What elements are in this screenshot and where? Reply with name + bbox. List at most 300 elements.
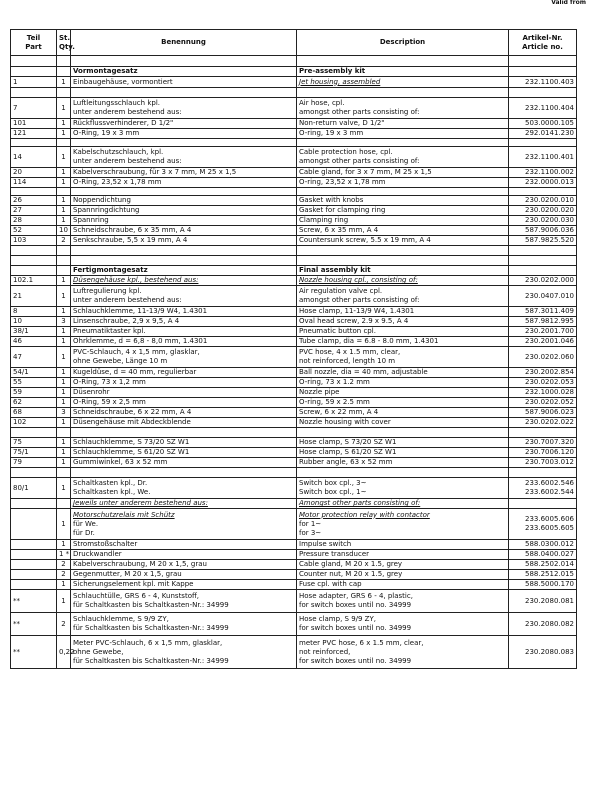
german-name-cell (71, 468, 297, 478)
part-number-cell: 62 (11, 398, 57, 408)
article-number-cell (509, 88, 577, 98)
table-row (11, 550, 577, 560)
quantity-cell (57, 188, 71, 196)
german-name-cell: Schlauchklemme, S 73/20 SZ W1 (71, 438, 297, 448)
article-number-cell: 232.1100.403 (509, 77, 577, 88)
header-description: Description (297, 30, 509, 56)
quantity-cell: 1 (57, 509, 71, 540)
german-name-cell (71, 256, 297, 266)
part-number-cell: ** (11, 636, 57, 669)
part-number-cell: 47 (11, 347, 57, 368)
part-number-cell (11, 550, 57, 560)
article-number-cell: 503.0000.105 (509, 119, 577, 129)
part-number-cell (11, 56, 57, 67)
table-row (11, 499, 577, 509)
description-cell: Screw, 6 x 35 mm, A 4 (297, 226, 509, 236)
valid-from-note: Valid from (551, 0, 586, 6)
table-row (11, 286, 577, 307)
german-name-cell: Spannring (71, 216, 297, 226)
german-name-cell: Motorschutzrelais mit Schütz für We. für Dr. (71, 509, 297, 540)
part-number-cell (11, 560, 57, 570)
description-cell: Gasket for clamping ring (297, 206, 509, 216)
quantity-cell: 1 (57, 216, 71, 226)
table-row (11, 448, 577, 458)
table-row (11, 98, 577, 119)
german-name-cell: Sicherungselement kpl. mit Kappe (71, 580, 297, 590)
table-row (11, 196, 577, 206)
table-row (11, 388, 577, 398)
german-name-cell: Stromstoßschalter (71, 540, 297, 550)
table-row (11, 428, 577, 438)
part-number-cell: 27 (11, 206, 57, 216)
quantity-cell: 2 (57, 236, 71, 246)
part-number-cell (11, 428, 57, 438)
table-row (11, 119, 577, 129)
parts-rows (11, 56, 577, 669)
quantity-cell: 1 (57, 438, 71, 448)
table-row (11, 88, 577, 98)
article-number-cell: 230.0407.010 (509, 286, 577, 307)
quantity-cell: 1 (57, 388, 71, 398)
description-cell: Tube clamp, dia = 6.8 - 8.0 mm, 1.4301 (297, 337, 509, 347)
description-cell: Cable protection hose, cpl. amongst other parts consisting of: (297, 147, 509, 168)
description-cell: Nozzle housing cpl., consisting of: (297, 276, 509, 286)
part-number-cell: 46 (11, 337, 57, 347)
table-row (11, 468, 577, 478)
part-number-cell: 59 (11, 388, 57, 398)
article-number-cell: 230.0202.000 (509, 276, 577, 286)
description-cell: O-ring, 23,52 x 1,78 mm (297, 178, 509, 188)
german-name-cell: Schneidschraube, 6 x 35 mm, A 4 (71, 226, 297, 236)
part-number-cell (11, 499, 57, 509)
description-cell: O-ring, 59 x 2.5 mm (297, 398, 509, 408)
quantity-cell (57, 428, 71, 438)
part-number-cell: 7 (11, 98, 57, 119)
description-cell: O-ring, 19 x 3 mm (297, 129, 509, 139)
quantity-cell: 1 (57, 178, 71, 188)
table-row (11, 266, 577, 276)
table-row (11, 178, 577, 188)
table-row (11, 636, 577, 669)
part-number-cell: 21 (11, 286, 57, 307)
table-row (11, 378, 577, 388)
quantity-cell (57, 56, 71, 67)
description-cell: Jet housing, assembled (297, 77, 509, 88)
article-number-cell: 230.7007.320 (509, 438, 577, 448)
quantity-cell: 1 (57, 347, 71, 368)
article-number-cell: 587.9006.023 (509, 408, 577, 418)
part-number-cell: 103 (11, 236, 57, 246)
table-row (11, 398, 577, 408)
part-number-cell: 102 (11, 418, 57, 428)
german-name-cell (71, 56, 297, 67)
article-number-cell (509, 56, 577, 67)
part-number-cell (11, 88, 57, 98)
german-name-cell: Schlauchklemme, S 61/20 SZ W1 (71, 448, 297, 458)
table-row (11, 67, 577, 77)
article-number-cell (509, 256, 577, 266)
article-number-cell (509, 188, 577, 196)
article-number-cell: 587.3011.409 (509, 307, 577, 317)
table-header (11, 30, 577, 56)
article-number-cell: 230.2080.083 (509, 636, 577, 669)
part-number-cell (11, 570, 57, 580)
description-cell: Gasket with knobs (297, 196, 509, 206)
table-row (11, 246, 577, 256)
description-cell: Pneumatic button cpl. (297, 327, 509, 337)
article-number-cell: 587.9006.036 (509, 226, 577, 236)
header-qty: St. Qty. (57, 30, 71, 56)
description-cell: Hose clamp, S 61/20 SZ W1 (297, 448, 509, 458)
article-number-cell: 230.0202.052 (509, 398, 577, 408)
quantity-cell: 1 (57, 168, 71, 178)
article-number-cell (509, 499, 577, 509)
description-cell: Hose clamp, S 9/9 ZY, for switch boxes until no. 34999 (297, 613, 509, 636)
quantity-cell: 1 (57, 286, 71, 307)
article-number-cell: 588.0400.027 (509, 550, 577, 560)
quantity-cell: 1 (57, 478, 71, 499)
article-number-cell: 230.0202.022 (509, 418, 577, 428)
description-cell: Ball nozzle, dia = 40 mm, adjustable (297, 368, 509, 378)
header-part: Teil Part (11, 30, 57, 56)
article-number-cell: 233.6005.606 233.6005.605 (509, 509, 577, 540)
part-number-cell: 10 (11, 317, 57, 327)
description-cell: Pressure transducer (297, 550, 509, 560)
quantity-cell: 1 (57, 98, 71, 119)
part-number-cell (11, 540, 57, 550)
german-name-cell: Düsengehäuse mit Abdeckblende (71, 418, 297, 428)
part-number-cell: 26 (11, 196, 57, 206)
german-name-cell: Jeweils unter anderem bestehend aus: (71, 499, 297, 509)
table-row (11, 226, 577, 236)
quantity-cell: 1 * (57, 550, 71, 560)
german-name-cell (71, 428, 297, 438)
part-number-cell (11, 139, 57, 147)
table-row (11, 77, 577, 88)
article-number-cell (509, 246, 577, 256)
quantity-cell: 0,22 (57, 636, 71, 669)
quantity-cell (57, 499, 71, 509)
table-row (11, 327, 577, 337)
german-name-cell: Kabelverschraubung, M 20 x 1,5, grau (71, 560, 297, 570)
table-row (11, 590, 577, 613)
german-name-cell (71, 88, 297, 98)
description-cell: Final assembly kit (297, 266, 509, 276)
table-row (11, 276, 577, 286)
part-number-cell (11, 246, 57, 256)
article-number-cell: 230.0200.010 (509, 196, 577, 206)
quantity-cell (57, 266, 71, 276)
part-number-cell: 52 (11, 226, 57, 236)
part-number-cell: 28 (11, 216, 57, 226)
table-row (11, 216, 577, 226)
german-name-cell: Kabelverschraubung, für 3 x 7 mm, M 25 x 1,5 (71, 168, 297, 178)
article-number-cell: 230.0202.053 (509, 378, 577, 388)
description-cell: Non-return valve, D 1/2" (297, 119, 509, 129)
header-benennung: Benennung (71, 30, 297, 56)
german-name-cell: Linsenschraube, 2,9 x 9,5, A 4 (71, 317, 297, 327)
german-name-cell: Pneumatiktaster kpl. (71, 327, 297, 337)
article-number-cell: 230.0200.020 (509, 206, 577, 216)
article-number-cell: 232.1000.028 (509, 388, 577, 398)
article-number-cell: 230.2080.081 (509, 590, 577, 613)
quantity-cell: 1 (57, 307, 71, 317)
spare-parts-table (10, 29, 577, 669)
part-number-cell: 38/1 (11, 327, 57, 337)
german-name-cell: Schaltkasten kpl., Dr. Schaltkasten kpl., We. (71, 478, 297, 499)
article-number-cell: 230.0200.030 (509, 216, 577, 226)
german-name-cell: O-Ring, 59 x 2,5 mm (71, 398, 297, 408)
quantity-cell: 1 (57, 147, 71, 168)
part-number-cell: 8 (11, 307, 57, 317)
description-cell (297, 56, 509, 67)
description-cell: Counter nut, M 20 x 1.5, grey (297, 570, 509, 580)
description-cell (297, 428, 509, 438)
table-row (11, 509, 577, 540)
quantity-cell: 1 (57, 458, 71, 468)
article-number-cell: 230.2001.046 (509, 337, 577, 347)
part-number-cell (11, 266, 57, 276)
german-name-cell: Kugeldüse, d = 40 mm, regulierbar (71, 368, 297, 378)
german-name-cell: Einbaugehäuse, vormontiert (71, 77, 297, 88)
quantity-cell: 1 (57, 398, 71, 408)
part-number-cell: 14 (11, 147, 57, 168)
german-name-cell: O-Ring, 73 x 1,2 mm (71, 378, 297, 388)
quantity-cell: 2 (57, 560, 71, 570)
article-number-cell: 232.1100.404 (509, 98, 577, 119)
quantity-cell: 1 (57, 206, 71, 216)
part-number-cell: ** (11, 590, 57, 613)
description-cell: Hose clamp, 11-13/9 W4, 1.4301 (297, 307, 509, 317)
description-cell: PVC hose, 4 x 1.5 mm, clear, not reinforced, length 10 m (297, 347, 509, 368)
quantity-cell: 1 (57, 337, 71, 347)
german-name-cell: Luftregulierung kpl. unter anderem bestehend aus: (71, 286, 297, 307)
description-cell: meter PVC hose, 6 x 1.5 mm, clear, not reinforced, for switch boxes until no. 34999 (297, 636, 509, 669)
part-number-cell (11, 256, 57, 266)
description-cell: O-ring, 73 x 1.2 mm (297, 378, 509, 388)
quantity-cell: 1 (57, 418, 71, 428)
part-number-cell (11, 468, 57, 478)
german-name-cell: Rückflussverhinderer, D 1/2" (71, 119, 297, 129)
article-number-cell: 588.0300.012 (509, 540, 577, 550)
article-number-cell (509, 139, 577, 147)
part-number-cell: 102.1 (11, 276, 57, 286)
german-name-cell (71, 139, 297, 147)
description-cell: Impulse switch (297, 540, 509, 550)
quantity-cell: 1 (57, 540, 71, 550)
part-number-cell: 55 (11, 378, 57, 388)
german-name-cell: Schlauchtülle, GRS 6 - 4, Kunststoff, für Schaltkasten bis Schaltkasten-Nr.: 34999 (71, 590, 297, 613)
quantity-cell: 2 (57, 570, 71, 580)
table-row (11, 147, 577, 168)
table-row (11, 236, 577, 246)
part-number-cell: 121 (11, 129, 57, 139)
description-cell: Hose clamp, S 73/20 SZ W1 (297, 438, 509, 448)
article-number-cell: 230.2001.700 (509, 327, 577, 337)
description-cell: Pre-assembly kit (297, 67, 509, 77)
quantity-cell: 10 (57, 226, 71, 236)
quantity-cell (57, 468, 71, 478)
description-cell: Rubber angle, 63 x 52 mm (297, 458, 509, 468)
german-name-cell: Gegenmutter, M 20 x 1,5, grau (71, 570, 297, 580)
part-number-cell: 75 (11, 438, 57, 448)
description-cell: Nozzle housing with cover (297, 418, 509, 428)
quantity-cell: 1 (57, 119, 71, 129)
description-cell: Nozzle pipe (297, 388, 509, 398)
table-row (11, 168, 577, 178)
description-cell: Fuse cpl. with cap (297, 580, 509, 590)
part-number-cell: 114 (11, 178, 57, 188)
article-number-cell: 233.6002.546 233.6002.544 (509, 478, 577, 499)
german-name-cell: Luftleitungsschlauch kpl. unter anderem bestehend aus: (71, 98, 297, 119)
german-name-cell (71, 188, 297, 196)
article-number-cell: 230.7006.120 (509, 448, 577, 458)
quantity-cell: 1 (57, 368, 71, 378)
description-cell: Amongst other parts consisting of: (297, 499, 509, 509)
article-number-cell: 588.5000.170 (509, 580, 577, 590)
quantity-cell (57, 139, 71, 147)
quantity-cell (57, 88, 71, 98)
table-row (11, 458, 577, 468)
table-row (11, 570, 577, 580)
article-number-cell (509, 67, 577, 77)
description-cell: Air regulation valve cpl. amongst other parts consisting of: (297, 286, 509, 307)
description-cell: Hose adapter, GRS 6 - 4, plastic, for switch boxes until no. 34999 (297, 590, 509, 613)
german-name-cell: Druckwandler (71, 550, 297, 560)
quantity-cell: 1 (57, 590, 71, 613)
article-number-cell: 230.2002.854 (509, 368, 577, 378)
quantity-cell: 1 (57, 327, 71, 337)
table-row (11, 256, 577, 266)
german-name-cell: Schlauchklemme, S 9/9 ZY, für Schaltkasten bis Schaltkasten-Nr.: 34999 (71, 613, 297, 636)
description-cell: Screw, 6 x 22 mm, A 4 (297, 408, 509, 418)
quantity-cell: 1 (57, 448, 71, 458)
table-row (11, 206, 577, 216)
description-cell: Clamping ring (297, 216, 509, 226)
article-number-cell: 232.0000.013 (509, 178, 577, 188)
table-row (11, 613, 577, 636)
table-row (11, 368, 577, 378)
german-name-cell: Noppendichtung (71, 196, 297, 206)
quantity-cell: 1 (57, 276, 71, 286)
table-row (11, 337, 577, 347)
table-row (11, 129, 577, 139)
part-number-cell: 79 (11, 458, 57, 468)
quantity-cell: 1 (57, 129, 71, 139)
german-name-cell: Fertigmontagesatz (71, 266, 297, 276)
table-row (11, 139, 577, 147)
part-number-cell: 68 (11, 408, 57, 418)
description-cell: Cable gland, M 20 x 1.5, grey (297, 560, 509, 570)
quantity-cell (57, 67, 71, 77)
german-name-cell: Gummiwinkel, 63 x 52 mm (71, 458, 297, 468)
description-cell: Switch box cpl., 3~ Switch box cpl., 1~ (297, 478, 509, 499)
description-cell (297, 139, 509, 147)
article-number-cell: 587.9825.520 (509, 236, 577, 246)
description-cell: Oval head screw, 2.9 x 9.5, A 4 (297, 317, 509, 327)
part-number-cell: ** (11, 613, 57, 636)
table-row (11, 418, 577, 428)
table-row (11, 560, 577, 570)
description-cell (297, 188, 509, 196)
article-number-cell: 232.1100.401 (509, 147, 577, 168)
table-row (11, 408, 577, 418)
table-row (11, 307, 577, 317)
description-cell: Air hose, cpl. amongst other parts consisting of: (297, 98, 509, 119)
article-number-cell (509, 468, 577, 478)
german-name-cell: Spannringdichtung (71, 206, 297, 216)
table-row (11, 478, 577, 499)
german-name-cell: Ohrklemme, d = 6,8 - 8,0 mm, 1.4301 (71, 337, 297, 347)
quantity-cell (57, 256, 71, 266)
quantity-cell: 1 (57, 580, 71, 590)
table-row (11, 438, 577, 448)
quantity-cell: 1 (57, 77, 71, 88)
table-row (11, 347, 577, 368)
article-number-cell: 230.0202.060 (509, 347, 577, 368)
part-number-cell (11, 509, 57, 540)
german-name-cell: Senkschraube, 5,5 x 19 mm, A 4 (71, 236, 297, 246)
quantity-cell: 2 (57, 613, 71, 636)
quantity-cell: 3 (57, 317, 71, 327)
quantity-cell: 1 (57, 378, 71, 388)
german-name-cell: Schlauchklemme, 11-13/9 W4, 1.4301 (71, 307, 297, 317)
part-number-cell: 80/1 (11, 478, 57, 499)
table-row (11, 56, 577, 67)
table-row (11, 580, 577, 590)
german-name-cell: O-Ring, 23,52 x 1,78 mm (71, 178, 297, 188)
part-number-cell: 75/1 (11, 448, 57, 458)
german-name-cell: PVC-Schlauch, 4 x 1,5 mm, glasklar, ohne Gewebe, Länge 10 m (71, 347, 297, 368)
german-name-cell: Meter PVC-Schlauch, 6 x 1,5 mm, glasklar, ohne Gewebe, für Schaltkasten bis Schaltkasten-Nr.: 34999 (71, 636, 297, 669)
description-cell: Cable gland, for 3 x 7 mm, M 25 x 1,5 (297, 168, 509, 178)
quantity-cell (57, 246, 71, 256)
article-number-cell: 230.7003.012 (509, 458, 577, 468)
table-row (11, 317, 577, 327)
description-cell (297, 256, 509, 266)
german-name-cell (71, 246, 297, 256)
part-number-cell: 20 (11, 168, 57, 178)
german-name-cell: Düsengehäuse kpl., bestehend aus: (71, 276, 297, 286)
table-row (11, 188, 577, 196)
article-number-cell (509, 266, 577, 276)
part-number-cell (11, 580, 57, 590)
quantity-cell: 3 (57, 408, 71, 418)
description-cell (297, 246, 509, 256)
german-name-cell: Vormontagesatz (71, 67, 297, 77)
part-number-cell (11, 188, 57, 196)
table-row (11, 540, 577, 550)
german-name-cell: Düsenrohr (71, 388, 297, 398)
description-cell: Countersunk screw, 5.5 x 19 mm, A 4 (297, 236, 509, 246)
german-name-cell: Kabelschutzschlauch, kpl. unter anderem bestehend aus: (71, 147, 297, 168)
article-number-cell: 292.0141.230 (509, 129, 577, 139)
part-number-cell: 101 (11, 119, 57, 129)
article-number-cell: 588.2512.015 (509, 570, 577, 580)
part-number-cell (11, 67, 57, 77)
header-article: Artikel-Nr. Article no. (509, 30, 577, 56)
description-cell (297, 88, 509, 98)
part-number-cell: 1 (11, 77, 57, 88)
quantity-cell: 1 (57, 196, 71, 206)
article-number-cell: 588.2502.014 (509, 560, 577, 570)
article-number-cell: 232.1100.002 (509, 168, 577, 178)
article-number-cell: 587.9812.995 (509, 317, 577, 327)
article-number-cell (509, 428, 577, 438)
article-number-cell: 230.2080.082 (509, 613, 577, 636)
german-name-cell: Schneidschraube, 6 x 22 mm, A 4 (71, 408, 297, 418)
description-cell: Motor protection relay with contactor for 1~ for 3~ (297, 509, 509, 540)
